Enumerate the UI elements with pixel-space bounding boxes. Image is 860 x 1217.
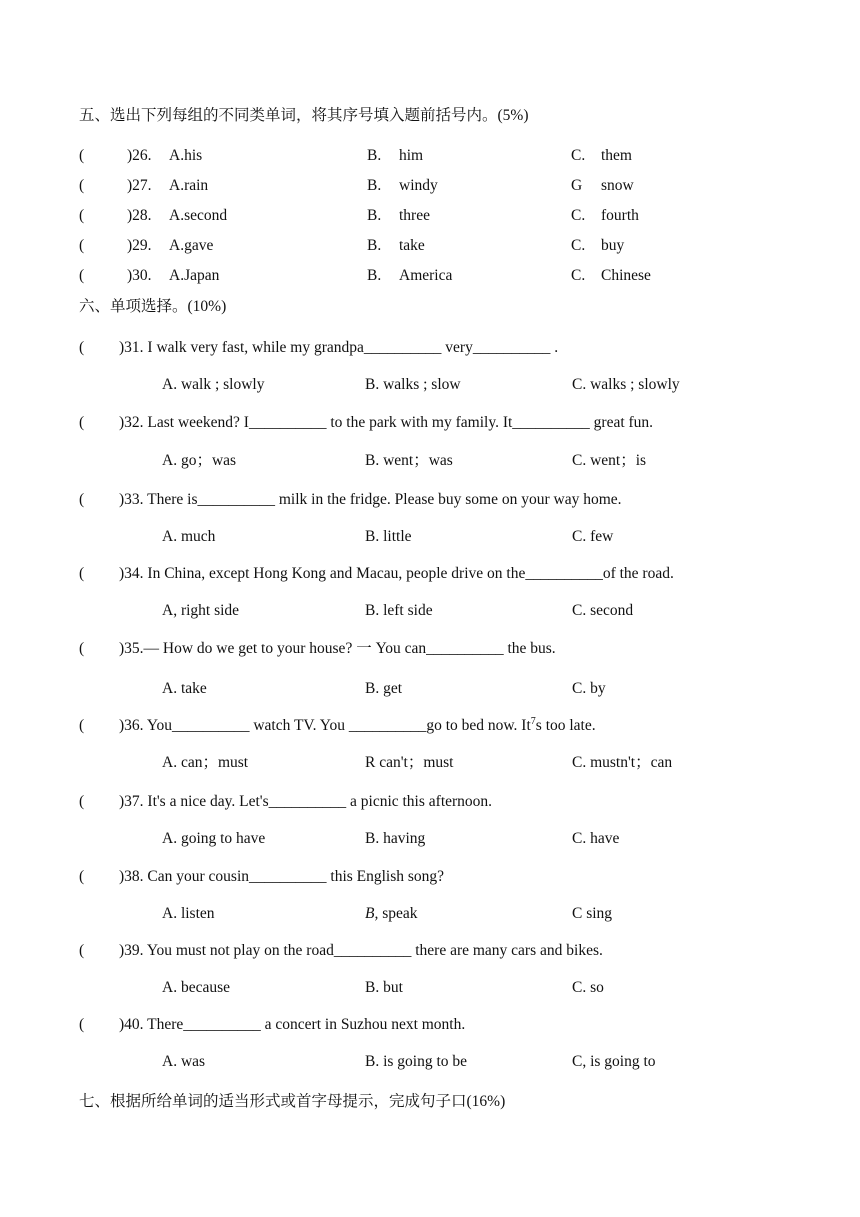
answer-paren: ( xyxy=(79,491,85,508)
option-a: A. can；must xyxy=(162,754,249,771)
answer-paren: ( xyxy=(79,177,85,194)
answer-paren: ( xyxy=(79,339,85,356)
option-b-letter: B, xyxy=(365,905,379,922)
section5-heading: 五、选出下列每组的不同类单词，将其序号填入题前括号内。(5%) xyxy=(79,107,529,124)
option-b-word: windy xyxy=(399,177,438,194)
answer-paren: ( xyxy=(79,267,85,284)
option-c: C. went；is xyxy=(572,452,647,469)
answer-paren: ( xyxy=(79,868,85,885)
superscript-mark: 7 xyxy=(530,715,536,727)
question-stem: )33. There is__________ milk in the fridge. Please buy some on your way home. xyxy=(119,491,622,508)
option-c-word: snow xyxy=(601,177,634,194)
option-b: B. little xyxy=(365,528,412,545)
question-number: )28. xyxy=(127,207,152,224)
answer-paren: ( xyxy=(79,1016,85,1033)
option-c-letter: C. xyxy=(571,267,586,284)
question-number: )26. xyxy=(127,147,152,164)
option-b xyxy=(365,905,418,923)
answer-paren: ( xyxy=(79,640,85,657)
option-a: A. take xyxy=(162,680,207,697)
option-c-letter: C. xyxy=(571,207,586,224)
option-b-letter: B. xyxy=(367,147,382,164)
option-a: A.gave xyxy=(169,237,214,254)
option-b-word: take xyxy=(399,237,425,254)
option-a: A. walk ; slowly xyxy=(162,376,265,393)
option-b-word: three xyxy=(399,207,430,224)
answer-paren: ( xyxy=(79,147,85,164)
question-stem: )38. Can your cousin__________ this English song? xyxy=(119,868,445,885)
section7-heading: 七、根据所给单词的适当形式或首字母提示，完成句子口(16%) xyxy=(79,1093,506,1110)
option-a: A.Japan xyxy=(169,267,220,284)
option-a: A, right side xyxy=(162,602,240,619)
option-b-word: him xyxy=(399,147,424,164)
option-c-letter: C. xyxy=(571,237,586,254)
option-a: A. much xyxy=(162,528,216,545)
option-c: C sing xyxy=(572,905,613,922)
question-stem: )35.— How do we get to your house? 一 You can__________ the bus. xyxy=(119,640,556,657)
option-a: A.second xyxy=(169,207,228,224)
option-a: A.rain xyxy=(169,177,209,194)
option-b-letter: B. xyxy=(367,207,382,224)
answer-paren: ( xyxy=(79,237,85,254)
question-stem: )32. Last weekend? I__________ to the park with my family. It__________ great fun. xyxy=(119,414,654,431)
option-b: B. walks ; slow xyxy=(365,376,461,393)
option-b-word: speak xyxy=(378,905,418,922)
question-stem xyxy=(119,717,596,735)
question-stem: )34. In China, except Hong Kong and Macau, people drive on the__________of the road. xyxy=(119,565,674,582)
question-stem: )37. It's a nice day. Let's__________ a picnic this afternoon. xyxy=(119,793,493,810)
question-stem: )40. There__________ a concert in Suzhou next month. xyxy=(119,1016,466,1033)
answer-paren: ( xyxy=(79,717,85,734)
option-b: B. having xyxy=(365,830,426,847)
option-c: C. have xyxy=(572,830,620,847)
option-b: R can't；must xyxy=(365,754,454,771)
option-c: C. few xyxy=(572,528,614,545)
option-c-word: buy xyxy=(601,237,625,254)
answer-paren: ( xyxy=(79,207,85,224)
section6-heading: 六、单项选择。(10%) xyxy=(79,298,227,315)
question-stem: )31. I walk very fast, while my grandpa__________ very__________ . xyxy=(119,339,559,356)
option-a: A. go；was xyxy=(162,452,237,469)
option-b: B. left side xyxy=(365,602,433,619)
option-c: C, is going to xyxy=(572,1053,656,1070)
option-c: C. mustn't；can xyxy=(572,754,673,771)
option-c-letter: C. xyxy=(571,147,586,164)
option-c-word: fourth xyxy=(601,207,639,224)
answer-paren: ( xyxy=(79,414,85,431)
question-number: )30. xyxy=(127,267,152,284)
option-b: B. but xyxy=(365,979,403,996)
option-a: A.his xyxy=(169,147,203,164)
option-b-word: America xyxy=(399,267,453,284)
answer-paren: ( xyxy=(79,942,85,959)
answer-paren: ( xyxy=(79,793,85,810)
option-b: B. get xyxy=(365,680,403,697)
question-number: )29. xyxy=(127,237,152,254)
option-b-letter: B. xyxy=(367,237,382,254)
option-b: B. is going to be xyxy=(365,1053,468,1070)
option-c: C. walks ; slowly xyxy=(572,376,680,393)
option-c: C. second xyxy=(572,602,634,619)
option-c-letter: G xyxy=(571,177,583,194)
option-c: C. so xyxy=(572,979,604,996)
option-b-letter: B. xyxy=(367,177,382,194)
option-a: A. going to have xyxy=(162,830,266,847)
question-stem-part: )36. You__________ watch TV. You __________go to bed now. It xyxy=(119,717,531,734)
answer-paren: ( xyxy=(79,565,85,582)
option-a: A. because xyxy=(162,979,230,996)
option-b: B. went；was xyxy=(365,452,453,469)
question-number: )27. xyxy=(127,177,152,194)
option-c-word: Chinese xyxy=(601,267,651,284)
question-stem-part: s too late. xyxy=(535,717,596,734)
option-b-letter: B. xyxy=(367,267,382,284)
option-a: A. listen xyxy=(162,905,215,922)
option-c-word: them xyxy=(601,147,632,164)
option-c: C. by xyxy=(572,680,606,697)
option-a: A. was xyxy=(162,1053,206,1070)
question-stem: )39. You must not play on the road__________ there are many cars and bikes. xyxy=(119,942,603,959)
